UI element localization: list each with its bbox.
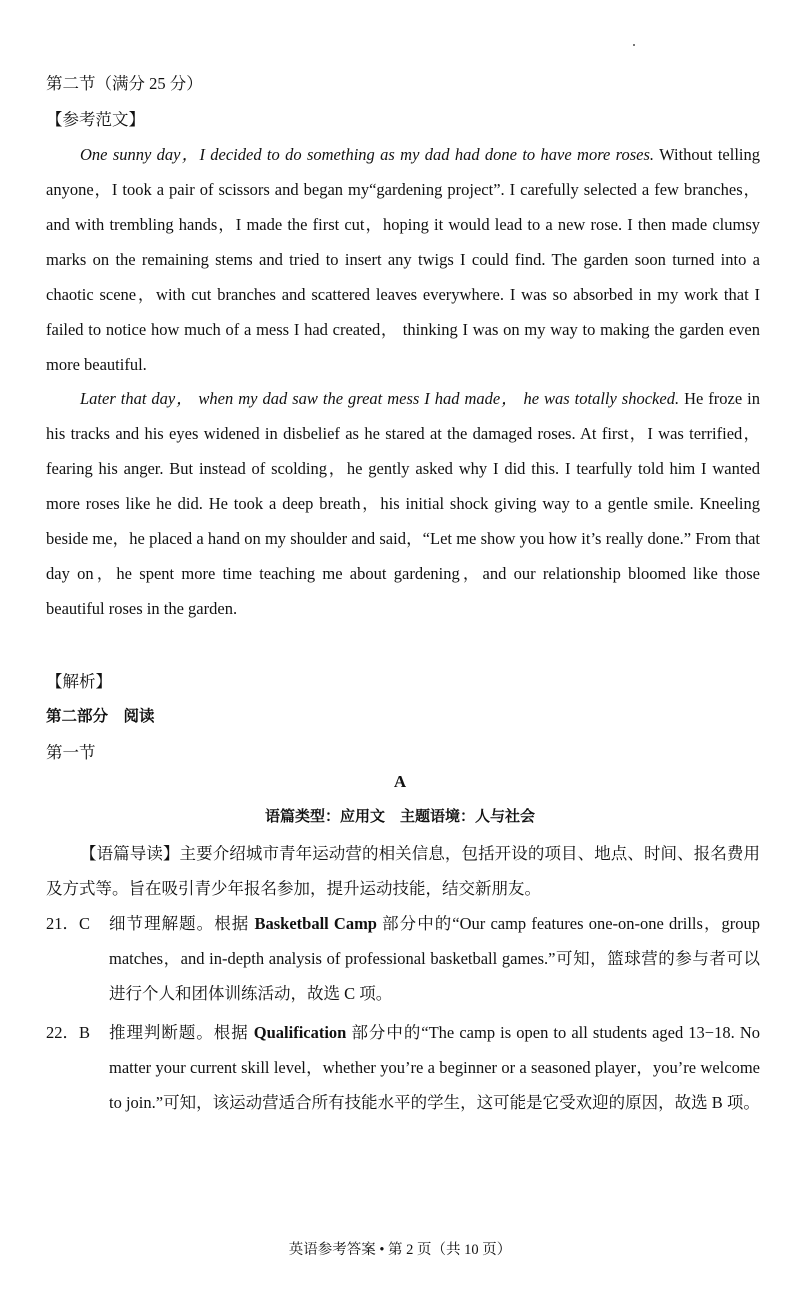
- question-22-number: 22．B: [46, 1023, 91, 1042]
- passage-type: 语篇类型：应用文 主题语境：人与社会: [264, 807, 535, 825]
- section-title: 第二节（满分 25 分）: [46, 74, 203, 93]
- sample-essay-label: 【参考范文】: [46, 110, 145, 129]
- question-21-text: 部分中的“Our camp features one-on-one drills，group matches，and in-depth analysis of professional basketball games.”可知，篮球营的参与者可以进行个人和团体训练活动，故选 C 项。: [109, 914, 760, 1003]
- paragraph-1-given-sentence: One sunny day，I decided to do something as my dad had done to have more roses.: [80, 145, 655, 164]
- question-21-prefix: 细节理解题。根据: [109, 914, 255, 933]
- question-21-explanation: [46, 906, 760, 1011]
- essay-paragraph-1: [46, 137, 760, 382]
- question-22-keyword: Qualification: [253, 1023, 347, 1042]
- scan-speck: [633, 44, 635, 46]
- passage-letter: A: [393, 772, 407, 791]
- page-footer: 英语参考答案 • 第 2 页（共 10 页）: [288, 1242, 512, 1258]
- paragraph-2-given-sentence: Later that day， when my dad saw the great mess I had made， he was totally shocked.: [80, 389, 680, 408]
- question-21-number: 21．C: [46, 914, 91, 933]
- passage-guide: 【语篇导读】主要介绍城市青年运动营的相关信息，包括开设的项目、地点、时间、报名费用及方式等。旨在吸引青少年报名参加，提升运动技能，结交新朋友。: [46, 844, 760, 898]
- paragraph-1-body: Without telling anyone，I took a pair of scissors and began my“gardening project”. I carefully selected a few branches，and with trembling hands，I made the first cut，hoping it would lead to a new rose. I then made clumsy marks on the remaining stems and tried to insert any twigs I could find. The garden soon turned into a chaotic scene，with cut branches and scattered leaves everywhere. I was so absorbed in my work that I failed to notice how much of a mess I had created， thinking I was on my way to making the garden even more beautiful.: [46, 145, 761, 374]
- analysis-label: 【解析】: [46, 672, 112, 691]
- question-22-explanation: [46, 1015, 760, 1120]
- essay-paragraph-2: [46, 381, 760, 626]
- part-title: 第二部分 阅读: [46, 707, 155, 725]
- question-22-prefix: 推理判断题。根据: [109, 1023, 254, 1042]
- question-22-text: 部分中的“The camp is open to all students aged 13−18. No matter your current skill level，whether you’re a beginner or a seasoned player，you’re welcome to join.”可知，该运动营适合所有技能水平的学生，这可能是它受欢迎的原因，故选 B 项。: [109, 1023, 760, 1112]
- subsection-title: 第一节: [46, 743, 96, 762]
- question-21-keyword: Basketball Camp: [254, 914, 377, 933]
- paragraph-2-body: He froze in his tracks and his eyes widened in disbelief as he stared at the damaged roses. At first，I was terrified，fearing his anger. But instead of scolding，he gently asked why I did this. I tearfully told him I wanted more roses like he did. He took a deep breath，his initial shock giving way to a gentle smile. Kneeling beside me，he placed a hand on my shoulder and said，“Let me show you how it’s really done.” From that day on，he spent more time teaching me about gardening，and our relationship bloomed like those beautiful roses in the garden.: [46, 389, 760, 618]
